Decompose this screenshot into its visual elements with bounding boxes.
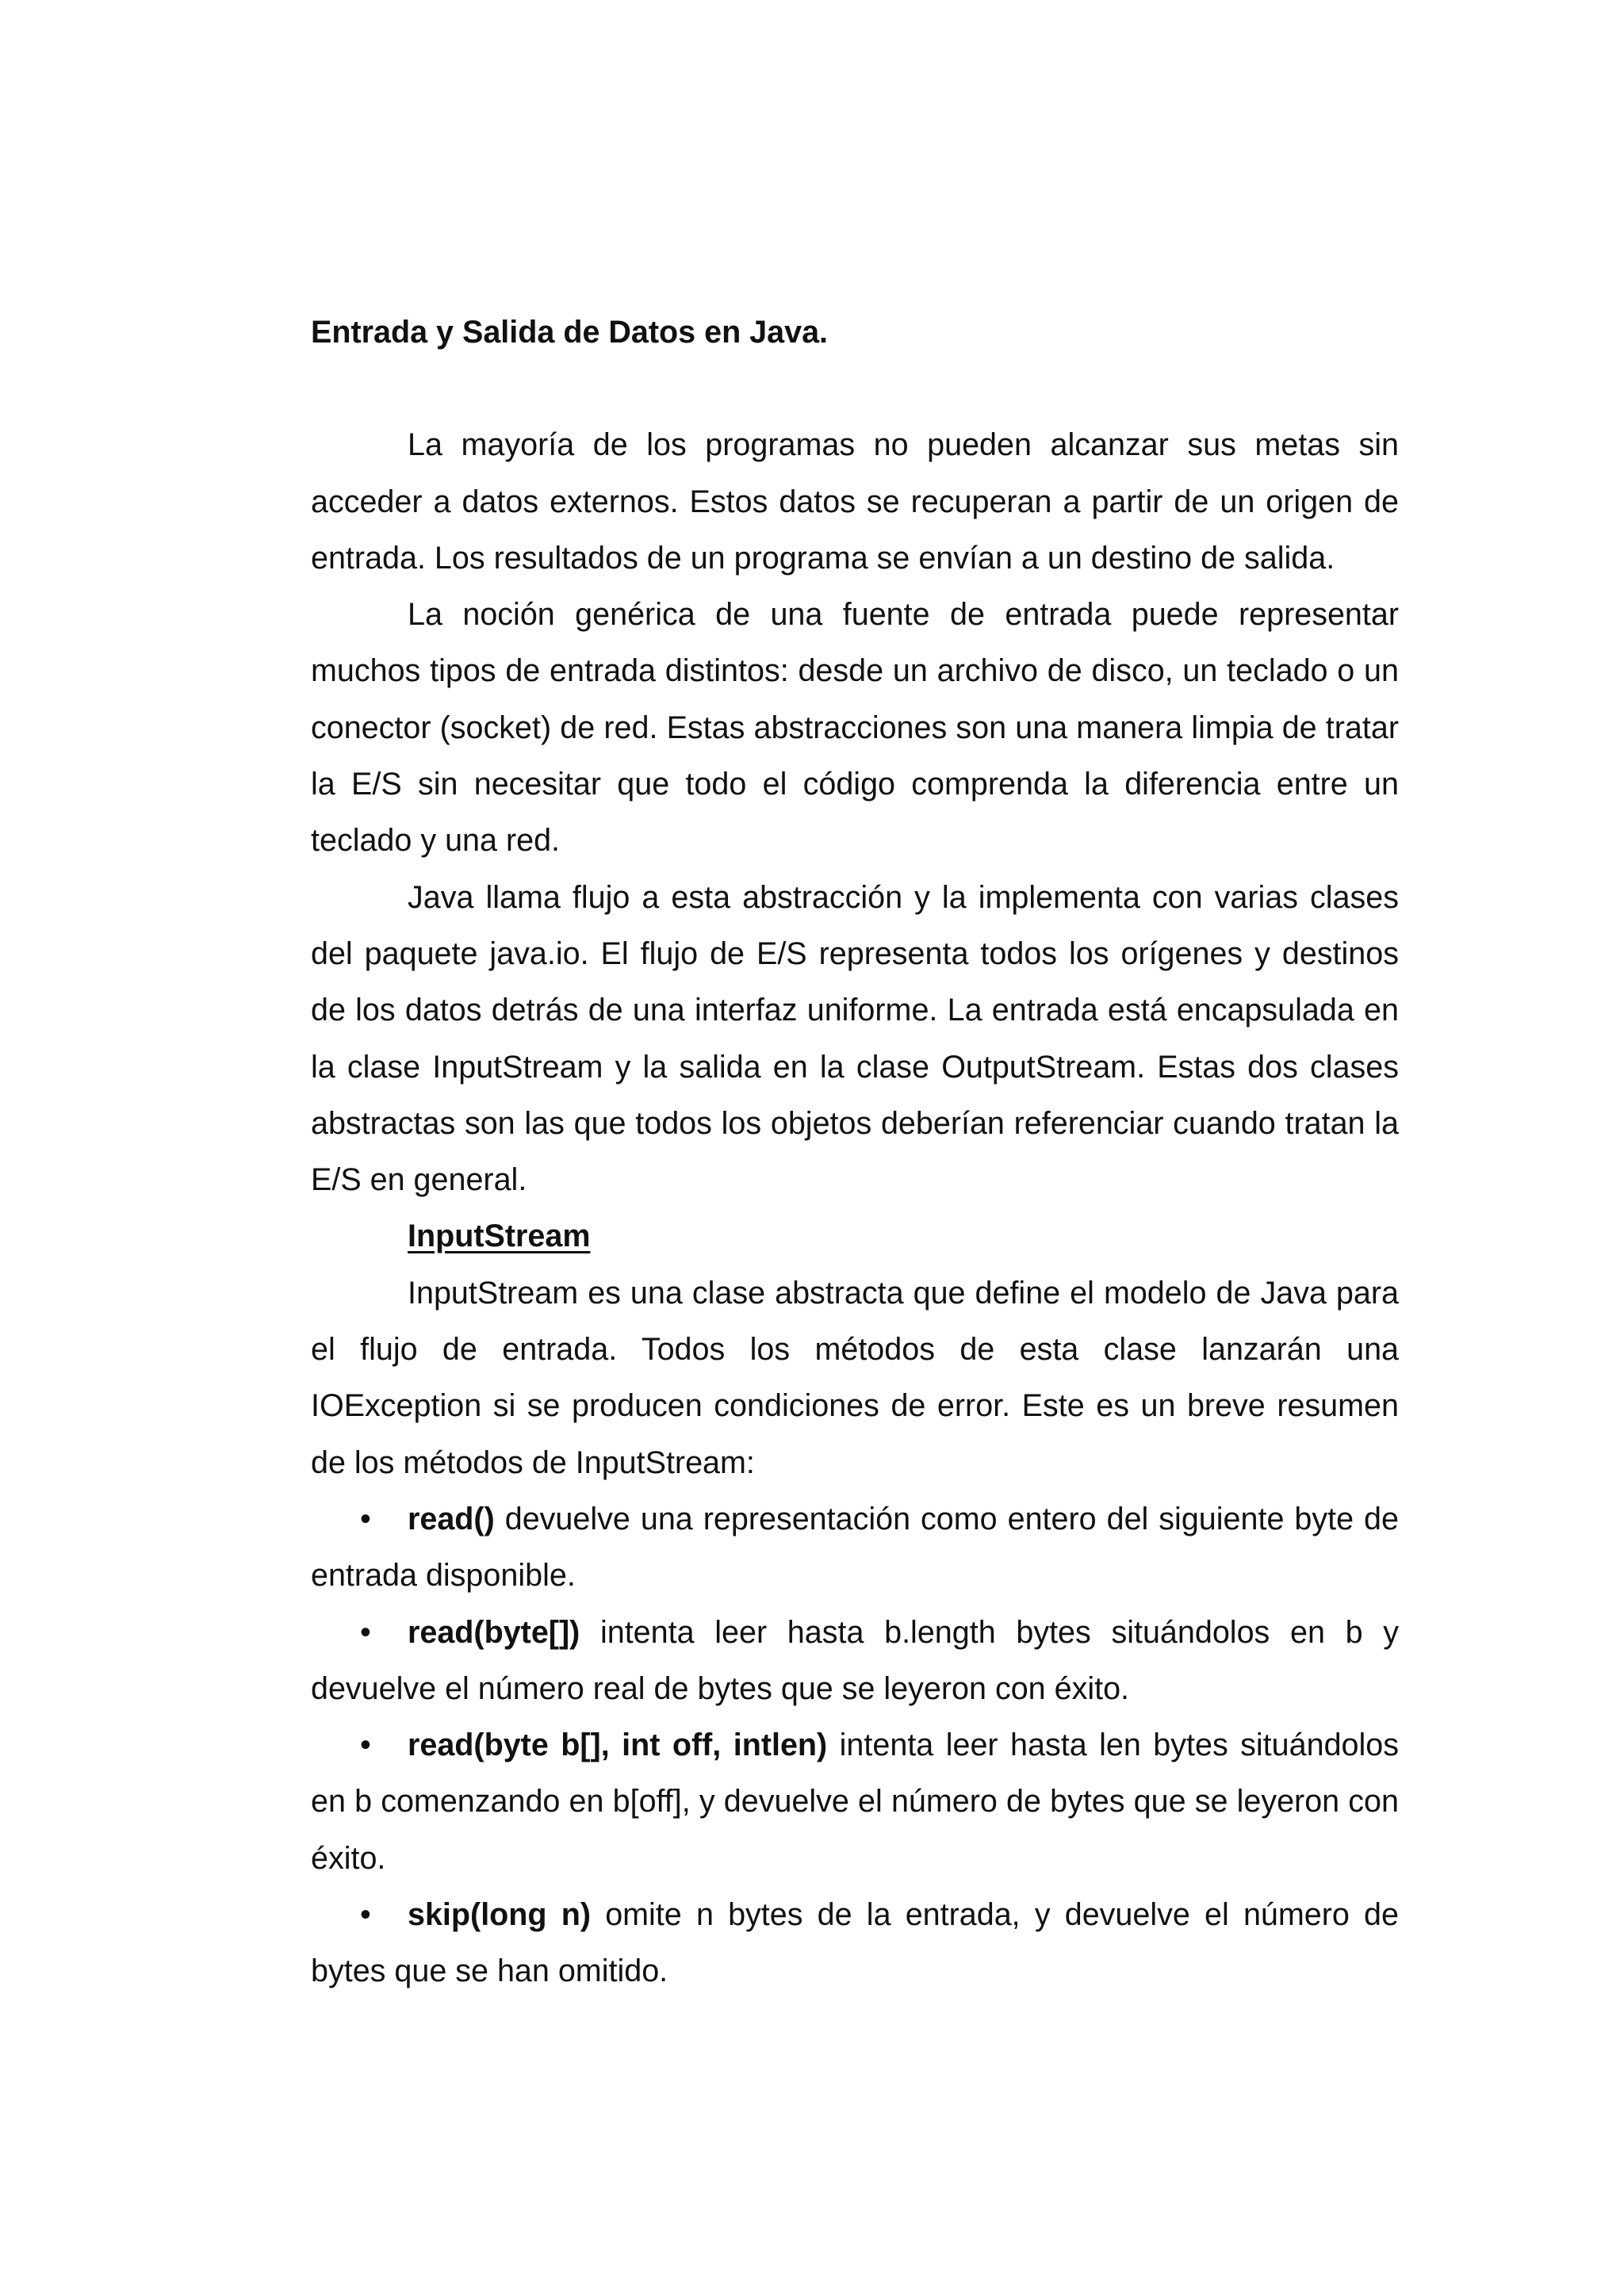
document-title: Entrada y Salida de Datos en Java. bbox=[311, 315, 829, 350]
method-name: read() bbox=[408, 1501, 495, 1536]
bullet-item bbox=[311, 1887, 1399, 2000]
paragraph-intro: La mayoría de los programas no pueden alcanzar sus metas sin acceder a datos externos. Estos datos se recuperan a partir de un origen de entrada. Los resultados de un programa se envían a un destino de salida. bbox=[311, 427, 1399, 576]
method-description: intenta leer hasta b.length bytes situándolos en b y devuelve el número real de bytes que se leyeron con éxito. bbox=[311, 1614, 1399, 1706]
method-description: omite n bytes de la entrada, y devuelve el número de bytes que se han omitido. bbox=[311, 1897, 1399, 1989]
bullet-icon: • bbox=[360, 1728, 371, 1763]
document-page bbox=[311, 304, 1399, 2000]
bullet-icon: • bbox=[360, 1897, 371, 1933]
bullet-item bbox=[311, 1605, 1399, 1718]
paragraph-inputstream: InputStream es una clase abstracta que define el modelo de Java para el flujo de entrada. Todos los métodos de esta clase lanzarán una IOException si se producen condiciones de error. Este es un breve resumen de los métodos de InputStream: bbox=[311, 1275, 1399, 1480]
bullet-item bbox=[311, 1491, 1399, 1605]
bullet-icon: • bbox=[360, 1501, 371, 1536]
method-name: read(byte b[], int off, intlen) bbox=[408, 1728, 828, 1763]
method-name: skip(long n) bbox=[408, 1897, 592, 1933]
method-name: read(byte[]) bbox=[408, 1614, 580, 1650]
method-description: devuelve una representación como entero del siguiente byte de entrada disponible. bbox=[311, 1501, 1399, 1594]
bullet-item bbox=[311, 1717, 1399, 1887]
method-description: intenta leer hasta len bytes situándolos en b comenzando en b[off], y devuelve el número de bytes que se leyeron con éxito. bbox=[311, 1728, 1399, 1876]
paragraph-java-streams: Java llama flujo a esta abstracción y la implementa con varias clases del paquete java.io. El flujo de E/S representa todos los orígenes y destinos de los datos detrás de una interfaz uniforme. La entrada está encapsulada en la clase InputStream y la salida en la clase OutputStream. Estas dos clases abstractas son las que todos los objetos deberían referenciar cuando tratan la E/S en general. bbox=[311, 879, 1399, 1198]
paragraph-input-source: La noción genérica de una fuente de entrada puede representar muchos tipos de entrada distintos: desde un archivo de disco, un teclado o un conector (socket) de red. Estas abstracciones son una manera limpia de tratar la E/S sin necesitar que todo el código comprenda la diferencia entre un teclado y una red. bbox=[311, 597, 1399, 859]
section-heading-inputstream: InputStream bbox=[408, 1219, 591, 1254]
bullet-icon: • bbox=[360, 1614, 371, 1650]
